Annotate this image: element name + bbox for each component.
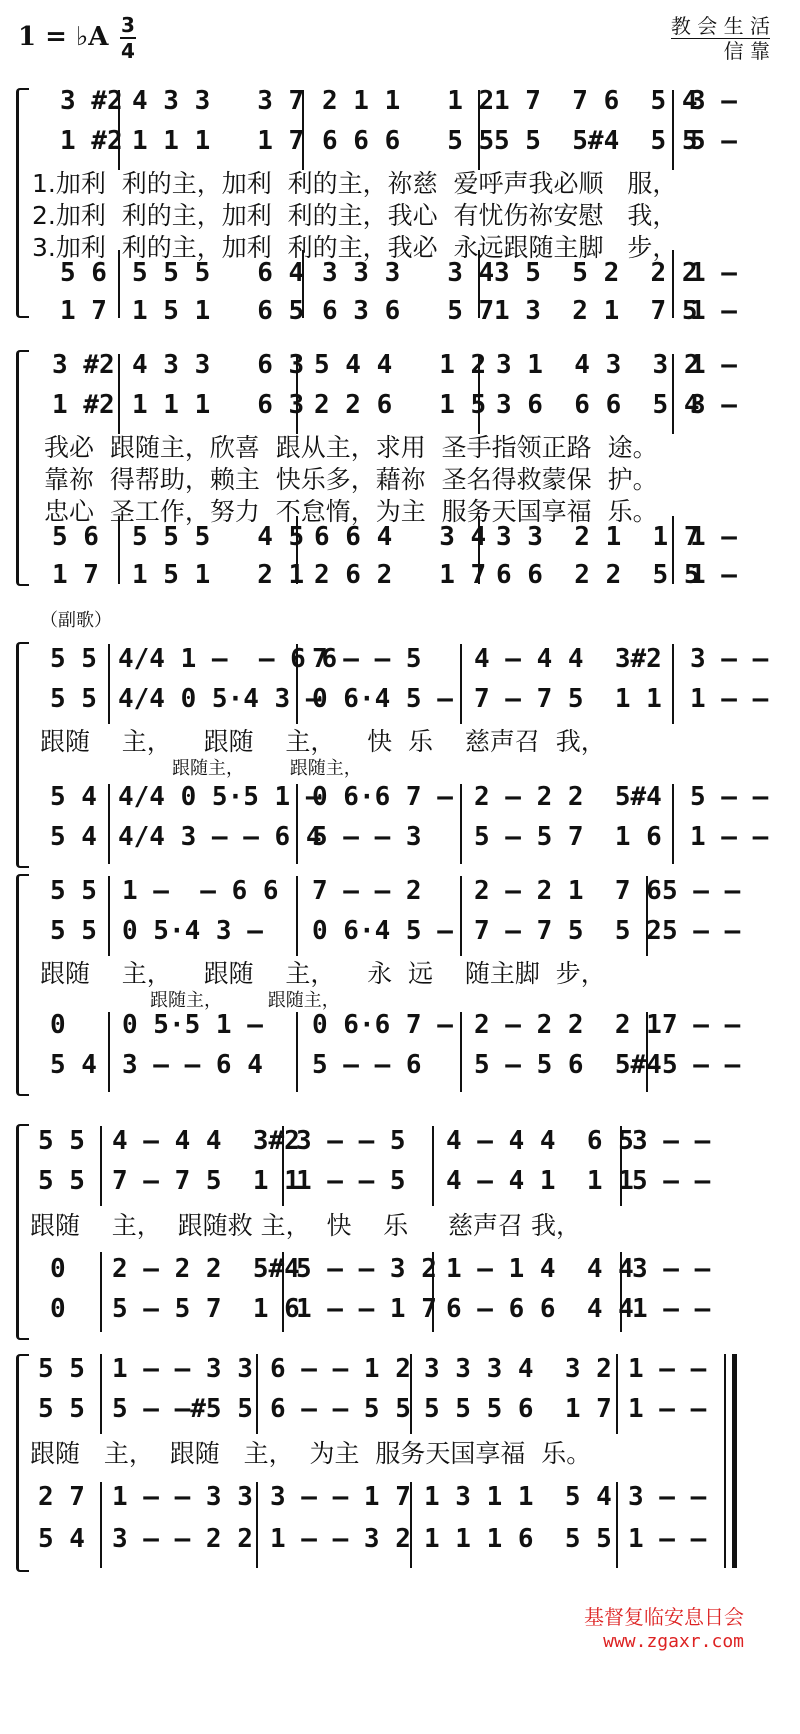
measure: 3 3 3 4 3 2 [424,1354,612,1384]
notation-row [0,522,737,562]
barline [432,1126,434,1206]
measure: 6 6 2 2 5 5 [496,560,700,590]
measure: 1 – – [690,684,769,714]
time-bottom: 4 [121,39,135,63]
measure: 0 5·5 1 – [122,1010,263,1040]
measure: 1 – 1 4 4 4 [446,1254,634,1284]
measure: 6 6 4 3 4 [314,522,487,552]
lyric-verse-2: 2.加利 利的主，加利 利的主，我心 有忧伤祢安慰 我， [32,201,678,230]
measure: 4/4 0 5·4 3 – [118,684,322,714]
pickup: 1 #2 [60,126,123,156]
barline [256,1482,258,1568]
measure: 1 – – 3 2 [270,1524,411,1554]
pickup: 0 [50,1010,66,1040]
measure: 0 5·4 3 – [122,916,263,946]
measure: 3 3 2 1 1 7 [496,522,700,552]
measure: 5 – – [662,1050,741,1080]
measure: 5 – – 3 [312,822,422,852]
notation-row [0,1354,707,1394]
measure: 4 – 4 4 3#2 [474,644,662,674]
notation-row [0,822,769,862]
pickup: 5 5 [50,916,97,946]
measure: 2 6 2 1 7 [314,560,487,590]
pickup: 3 #2 [52,350,115,380]
pickup: 5 4 [38,1524,85,1554]
time-top: 3 [121,13,135,37]
credit-source: 教 会 生 活 [670,14,770,38]
measure: 1 – [690,350,737,380]
measure: 1 – [690,522,737,552]
measure: 2 – 2 1 7 6 [474,876,662,906]
pickup: 5 5 [38,1166,85,1196]
measure: 6 – – 5 5 [270,1394,411,1424]
barline [460,876,462,956]
notation-row [0,296,737,336]
measure: 2 – 2 2 5#4 [474,782,662,812]
pickup: 5 5 [50,876,97,906]
barline [108,784,110,864]
lyric-verse-3: 3.加利 利的主，加利 利的主，我必 永远跟随主脚 步， [32,233,678,262]
chorus-label: （副歌） [40,610,112,631]
final-barline-thick [732,1354,737,1568]
system-5 [0,1120,800,1340]
measure: 4 – 4 1 1 1 [446,1166,634,1196]
pickup: 5 4 [50,822,97,852]
system-2 [0,346,800,596]
measure: 3 – – [632,1126,711,1156]
measure: 7 – 7 5 1 1 [112,1166,300,1196]
notation-row [0,350,737,390]
lyric-verse-1: 1.加利 利的主，加利 利的主，祢慈 爱呼声我必顺 服， [32,169,678,198]
measure: 5 5 5 4 5 [132,522,305,552]
barline [100,1354,102,1434]
lyric-chorus: 跟随 主， 跟随 主， 为主 服务天国享福 乐。 [30,1439,592,1468]
measure: 3 – [690,86,737,116]
measure: 6 – – 1 2 [270,1354,411,1384]
measure: 4/4 1 – – 6 6 [118,644,338,674]
pickup: 3 #2 [60,86,123,116]
measure: 1 1 1 6 3 [132,390,305,420]
credit-title: 信 靠 [723,39,770,63]
barline [460,1012,462,1092]
measure: 6 3 6 5 7 [322,296,495,326]
measure: 3 – – 2 2 [112,1524,253,1554]
notation-row [0,1294,711,1334]
notation-row [0,1166,711,1206]
time-signature [120,14,136,62]
measure: 5 – 5 7 1 6 [474,822,662,852]
measure: 3 3 3 3 4 [322,258,495,288]
measure: 1 – – [628,1524,707,1554]
lyric-chorus: 跟随 主， 跟随 主， 快 乐 慈声召 我， [40,727,606,756]
system-4 [0,868,800,1108]
pickup: 2 7 [38,1482,85,1512]
measure: 3 – [690,390,737,420]
pickup: 5 5 [38,1126,85,1156]
measure: 3 – – 5 [296,1126,406,1156]
measure: 1 – [690,296,737,326]
system-6 [0,1344,800,1584]
measure: 0 6·4 5 – [312,916,453,946]
pickup: 1 #2 [52,390,115,420]
measure: 5 – – [662,916,741,946]
measure: 7 – – 2 [312,876,422,906]
system-1 [0,82,800,332]
pickup: 0 [50,1254,66,1284]
pickup: 5 5 [38,1394,85,1424]
credits [671,14,770,63]
notation-row [0,86,737,126]
notation-row [0,684,769,724]
measure: 1 3 1 1 5 4 [424,1482,612,1512]
measure: 0 6·4 5 – [312,684,453,714]
measure: 5 5 5 6 1 7 [424,1394,612,1424]
pickup: 5 5 [38,1354,85,1384]
measure: 5 – – 6 [312,1050,422,1080]
pickup: 5 6 [60,258,107,288]
lyric-verse-2: 靠祢 得帮助，赖主 快乐多，藉祢 圣名得救蒙保 护。 [44,465,658,494]
barline [296,1012,298,1092]
notation-row [0,126,737,166]
pickup: 5 6 [52,522,99,552]
notation-row [0,1524,707,1564]
measure: 1 – – [628,1394,707,1424]
measure: 2 – 2 2 5#4 [112,1254,300,1284]
lyric-verse-3: 忠心 圣工作，努力 不怠惰，为主 服务天国享福 乐。 [44,497,658,526]
barline [100,1252,102,1332]
barline [296,876,298,956]
measure: 1 – – 3 3 [112,1482,253,1512]
measure: 3 – – [690,644,769,674]
pickup: 5 5 [50,644,97,674]
barline [460,784,462,864]
notation-row [0,1050,741,1090]
measure: 1 – – [690,822,769,852]
measure: 0 6·6 7 – [312,1010,453,1040]
notation-row [0,876,741,916]
watermark-text: 基督复临安息日会 [584,1605,744,1629]
measure: 3 – – 1 7 [270,1482,411,1512]
barline [108,876,110,956]
notation-row [0,390,737,430]
measure: 1 5 1 6 5 [132,296,305,326]
lyric-echo: 跟随主， 跟随主， [150,990,340,1011]
barline [118,354,120,434]
notation-row [0,782,769,822]
measure: 1 3 2 1 7 5 [494,296,698,326]
lyric-chorus: 跟随 主， 跟随 主， 永 远 随主脚 步， [40,959,606,988]
pickup: 1 7 [52,560,99,590]
measure: 5 – –#5 5 [112,1394,253,1424]
measure: 1 – – 6 6 [122,876,279,906]
measure: 2 2 6 1 5 [314,390,487,420]
measure: 1 – [690,560,737,590]
pickup: 0 [50,1294,66,1324]
measure: 7 – 7 5 1 1 [474,684,662,714]
measure: 5 5 5 6 4 [132,258,305,288]
measure: 6 6 6 5 5 [322,126,495,156]
barline [108,644,110,724]
measure: 3 6 6 6 5 4 [496,390,700,420]
notation-row [0,1394,707,1434]
pickup: 5 4 [50,782,97,812]
barline [616,1354,618,1434]
barline [100,1126,102,1206]
lyric-echo: 跟随主， 跟随主， [172,758,362,779]
barline [256,1354,258,1434]
barline [100,1482,102,1568]
measure: 4 – 4 4 6 5 [446,1126,634,1156]
barline [672,644,674,724]
barline [460,644,462,724]
measure: 3 5 5 2 2 2 [494,258,698,288]
measure: 3 1 4 3 3 2 [496,350,700,380]
measure: 1 1 1 1 7 [132,126,305,156]
measure: 3 – – [632,1254,711,1284]
pickup: 5 4 [50,1050,97,1080]
measure: 4 3 3 3 7 [132,86,305,116]
barline [672,784,674,864]
measure: 4 – 4 4 3#2 [112,1126,300,1156]
watermark-url: www.zgaxr.com [603,1631,744,1652]
system-3 [0,636,800,876]
measure: 5 – – [662,876,741,906]
measure: 1 7 7 6 5 4 [494,86,698,116]
notation-row [0,1254,711,1294]
pickup: 1 7 [60,296,107,326]
measure: 5 – – [690,782,769,812]
measure: 7 – – [662,1010,741,1040]
measure: 1 5 1 2 1 [132,560,305,590]
measure: 6 – 6 6 4 4 [446,1294,634,1324]
lyric-chorus: 跟随 主， 跟随救 主， 快 乐 慈声召 我， [30,1211,581,1240]
notation-row [0,644,769,684]
measure: 1 1 1 6 5 5 [424,1524,612,1554]
notation-row [0,916,741,956]
measure: 4 3 3 6 3 [132,350,305,380]
barline [616,1482,618,1568]
measure: 3 – – [628,1482,707,1512]
measure: 5 – – [632,1166,711,1196]
notation-row [0,1482,707,1522]
notation-row [0,1126,711,1166]
measure: 5 – [690,126,737,156]
key-signature: 1 = ♭A [18,22,109,52]
measure: 4/4 3 – – 6 4 [118,822,322,852]
lyric-verse-1: 我必 跟随主，欣喜 跟从主，求用 圣手指领正路 途。 [44,433,658,462]
measure: 5 – 5 6 5#4 [474,1050,662,1080]
measure: 5 – – 3 2 [296,1254,437,1284]
measure: 0 6·6 7 – [312,782,453,812]
measure: 7 – – 5 [312,644,422,674]
notation-row [0,1010,741,1050]
notation-row [0,258,737,298]
measure: 2 1 1 1 2 [322,86,495,116]
measure: 1 – – 3 3 [112,1354,253,1384]
measure: 1 – – [628,1354,707,1384]
measure: 5 5 5#4 5 5 [494,126,698,156]
measure: 1 – – 1 7 [296,1294,437,1324]
measure: 4/4 0 5·5 1 – [118,782,322,812]
measure: 1 – – 5 [296,1166,406,1196]
pickup: 5 5 [50,684,97,714]
final-barline-thin [724,1354,726,1568]
barline [108,1012,110,1092]
measure: 2 – 2 2 2 1 [474,1010,662,1040]
measure: 5 – 5 7 1 6 [112,1294,300,1324]
measure: 7 – 7 5 5 2 [474,916,662,946]
measure: 1 – [690,258,737,288]
notation-row [0,560,737,600]
measure: 3 – – 6 4 [122,1050,263,1080]
measure: 5 4 4 1 2 [314,350,487,380]
measure: 1 – – [632,1294,711,1324]
